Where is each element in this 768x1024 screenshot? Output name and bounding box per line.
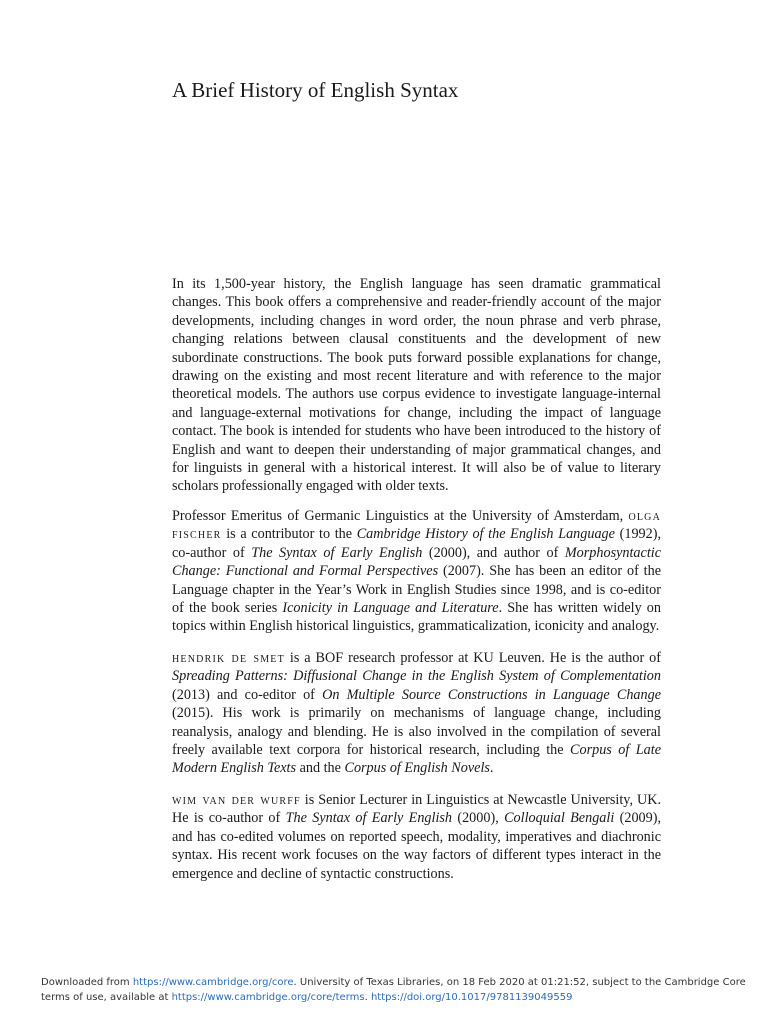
book-title: Cambridge History of the English Language [356,526,615,543]
bio-text: (2009), and has co-edited volumes on reported speech, modality, imperatives and diachronic syntax. His recent work focuses on the way factors of different types interact in the emergence and decline of syntactic constructions. [172,810,662,882]
terms-link[interactable]: https://www.cambridge.org/core/terms [171,992,365,1003]
book-title: Morphosyntactic Change: Functional and Formal Perspectives [172,544,661,580]
bio-text: is Senior Lecturer in Linguistics at Newcastle University, UK. He is co-author of [172,792,661,827]
author-name: hendrik de smet [172,650,285,666]
book-title: The Syntax of Early English [285,810,453,827]
book-title: On Multiple Source Constructions in Language Change [322,686,661,703]
cambridge-core-link[interactable]: https://www.cambridge.org/core [132,977,294,988]
doi-link[interactable]: https://doi.org/10.1017/9781139049559 [370,992,573,1003]
bio-text: (2013) and co-editor of [172,686,323,703]
author-bio-van-der-wurff [172,791,661,883]
book-title: Corpus of English Novels [344,760,490,777]
bio-text: (1992), co-author of [172,526,661,561]
footer-text: . [364,992,371,1003]
bio-text: (2015). His work is primarily on mechanisms of language change, including reanalysis, analogy and blending. He is also involved in the compilation of several freely available text corpora for historical research, including the [172,705,661,759]
download-footer [41,975,751,1005]
book-title: Iconicity in Language and Literature [282,600,499,617]
book-title: Colloquial Bengali [504,810,615,827]
bio-text: is a contributor to the [221,526,357,543]
page-title: A Brief History of English Syntax [172,78,459,102]
bio-intro: Professor Emeritus of Germanic Linguistics at the University of Amsterdam, [172,508,624,524]
book-title: Spreading Patterns: Diffusional Change in the English System of Complementation [172,668,661,685]
bio-text: (2007). She has been an editor of the Language chapter in the Year’s Work in English Studies since 1998, and is co-editor of the book series [172,563,661,617]
bio-text: . [489,760,494,777]
book-title: Corpus of Late Modern English Texts [172,742,661,777]
book-blurb: In its 1,500-year history, the English language has seen dramatic grammatical changes. This book offers a comprehensive and reader-friendly account of the major developments, including changes in word order, the noun phrase and verb phrase, changing relations between clausal constituents and the development of new subordinate constructions. The book puts forward possible explanations for change, drawing on the existing and most recent literature and with reference to the major theoretical models. The authors use corpus evidence to investigate language-internal and language-external motivations for change, including the impact of language contact. The book is intended for students who have been introduced to the history of English and want to deepen their understanding of major grammatical changes, and for linguists in general with a historical interest. It will also be of value to literary scholars professionally engaged with older texts. [172,276,661,495]
bio-text: . She has written widely on topics within English historical linguistics, grammaticalization, iconicity and analogy. [172,600,661,635]
bio-text: is a BOF research professor at KU Leuven. He is the author of [284,650,661,666]
book-title: The Syntax of Early English [251,544,423,561]
author-name: olga fischer [172,508,662,543]
footer-text: . University of Texas Libraries, on 18 Feb 2020 at 01:21:52, subject to the Cambridge Core terms of use, available at [41,977,746,1003]
author-name: wim van der wurff [172,792,301,808]
author-bio-fischer [172,507,661,636]
footer-text: Downloaded from [41,977,133,988]
author-bio-de-smet [172,649,661,778]
bio-text: (2000), and author of [422,544,565,561]
bio-text: (2000), [452,810,505,827]
bio-text: and the [296,760,345,777]
